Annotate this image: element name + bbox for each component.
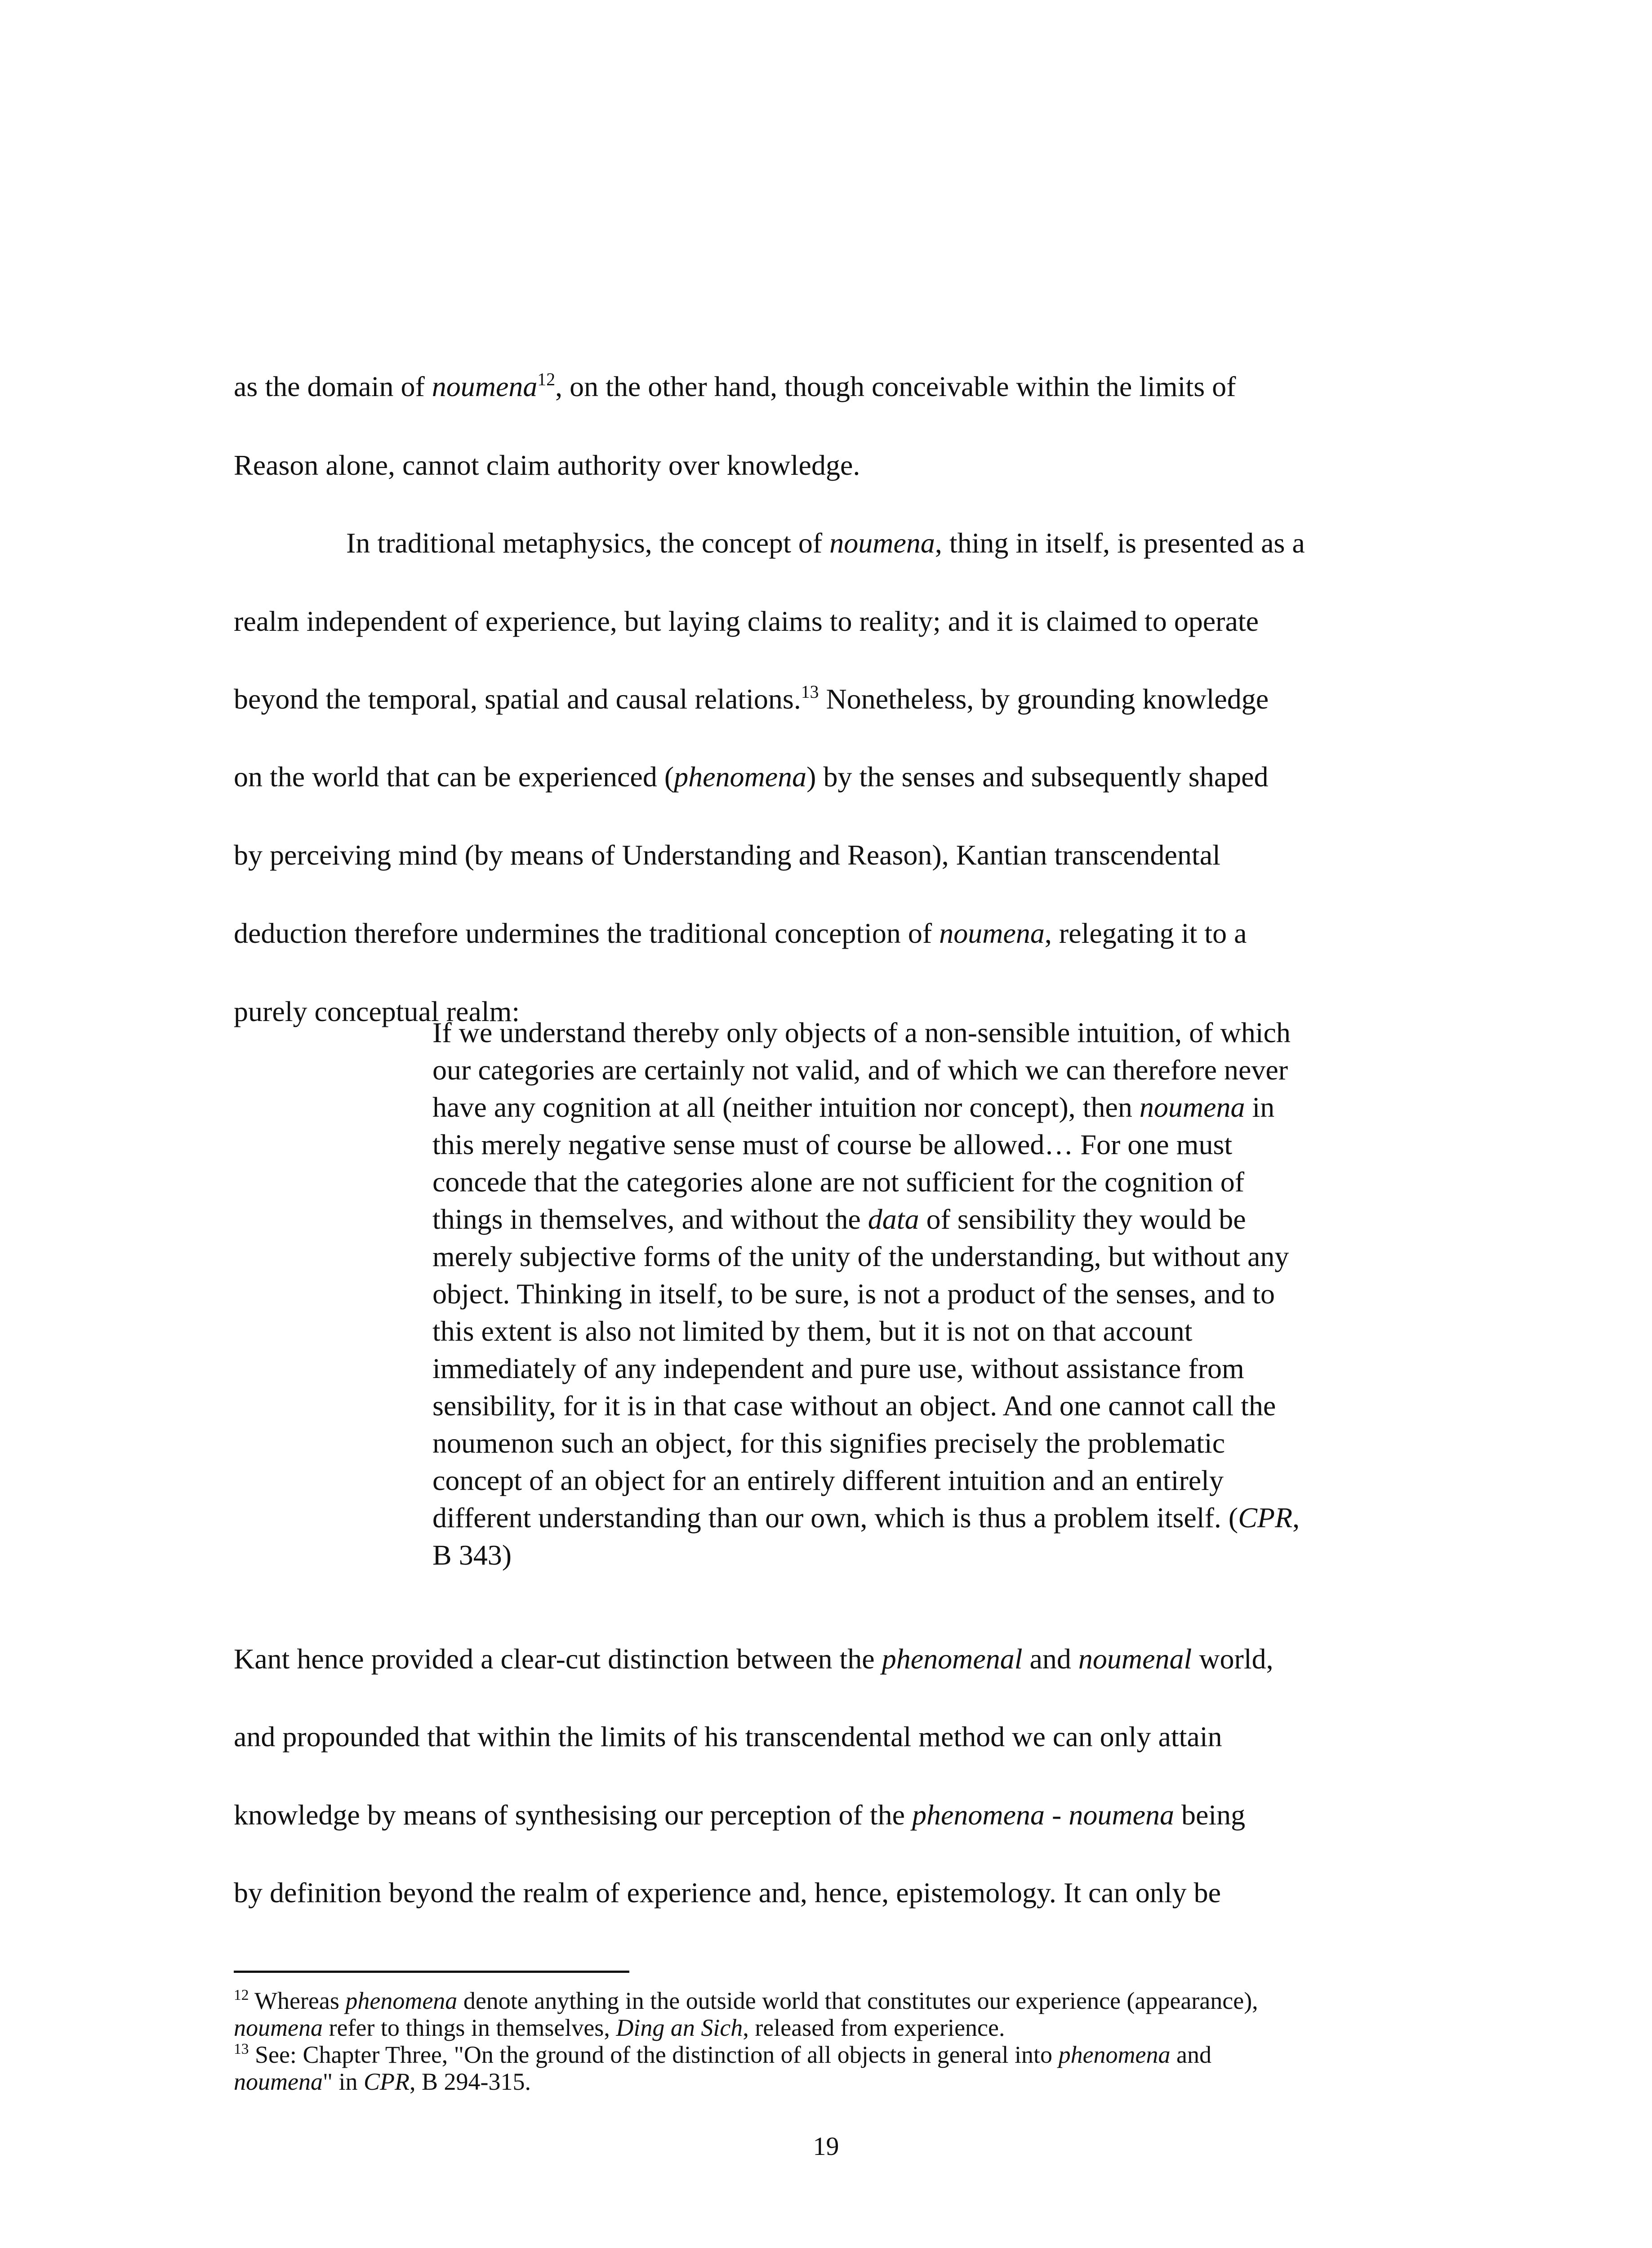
quote-line: noumenon such an object, for this signifies precisely the problematic xyxy=(432,1427,1225,1459)
quote-line: sensibility, for it is in that case without an object. And one cannot call the xyxy=(432,1390,1276,1422)
quote-line: our categories are certainly not valid, and of which we can therefore never xyxy=(432,1054,1288,1086)
quote-line: concept of an object for an entirely different intuition and an entirely xyxy=(432,1464,1224,1496)
page-number: 19 xyxy=(813,2132,839,2161)
body-line: deduction therefore undermines the traditional conception of noumena, relegating it to a xyxy=(234,917,1247,949)
body-line: by perceiving mind (by means of Understanding and Reason), Kantian transcendental xyxy=(234,839,1220,871)
quote-line: immediately of any independent and pure use, without assistance from xyxy=(432,1352,1244,1384)
quote-line: object. Thinking in itself, to be sure, is not a product of the senses, and to xyxy=(432,1278,1275,1310)
body-line: and propounded that within the limits of his transcendental method we can only attain xyxy=(234,1721,1222,1753)
body-line: purely conceptual realm: xyxy=(234,995,520,1027)
footnote-line: noumena" in CPR, B 294-315. xyxy=(234,2068,531,2095)
quote-line: concede that the categories alone are not sufficient for the cognition of xyxy=(432,1166,1245,1198)
quote-line: have any cognition at all (neither intuition nor concept), then noumena in xyxy=(432,1091,1275,1123)
body-line: knowledge by means of synthesising our perception of the phenomena - noumena being xyxy=(234,1799,1246,1831)
quote-line: If we understand thereby only objects of a non-sensible intuition, of which xyxy=(432,1017,1291,1048)
body-line: Reason alone, cannot claim authority over knowledge. xyxy=(234,449,860,481)
body-line: by definition beyond the realm of experience and, hence, epistemology. It can only be xyxy=(234,1877,1221,1909)
block-quote xyxy=(432,1014,1430,1574)
body-line: as the domain of noumena$^{12}$, on the other hand, though conceivable within the limits of xyxy=(234,370,1236,402)
quote-line: this extent is also not limited by them, but it is not on that account xyxy=(432,1315,1193,1347)
footnotes xyxy=(234,1987,1447,2095)
quote-line: things in themselves, and without the data of sensibility they would be xyxy=(432,1203,1246,1235)
footnote-line: $^{12}$ Whereas phenomena denote anything in the outside world that constitutes our experience (appearance), xyxy=(234,1986,1258,2014)
quote-line: this merely negative sense must of course be allowed… For one must xyxy=(432,1128,1233,1160)
body-line: Kant hence provided a clear-cut distinction between the phenomenal and noumenal world, xyxy=(234,1643,1274,1675)
quote-line: different understanding than our own, which is thus a problem itself. (CPR, xyxy=(432,1502,1300,1534)
body-line: In traditional metaphysics, the concept of noumena, thing in itself, is presented as a xyxy=(346,527,1305,559)
quote-line: B 343) xyxy=(432,1539,512,1571)
footnote-separator xyxy=(234,1971,629,1973)
footnote-line: $^{13}$ See: Chapter Three, "On the ground of the distinction of all objects in general into phenomena and xyxy=(234,2040,1211,2068)
body-line: beyond the temporal, spatial and causal relations.$^{13}$ Nonetheless, by grounding knowledge xyxy=(234,682,1269,715)
quote-line: merely subjective forms of the unity of the understanding, but without any xyxy=(432,1240,1289,1272)
body-line: on the world that can be experienced (phenomena) by the senses and subsequently shaped xyxy=(234,761,1269,793)
footnote-line: noumena refer to things in themselves, Ding an Sich, released from experience. xyxy=(234,2014,1005,2041)
body-line: realm independent of experience, but laying claims to reality; and it is claimed to operate xyxy=(234,605,1259,637)
